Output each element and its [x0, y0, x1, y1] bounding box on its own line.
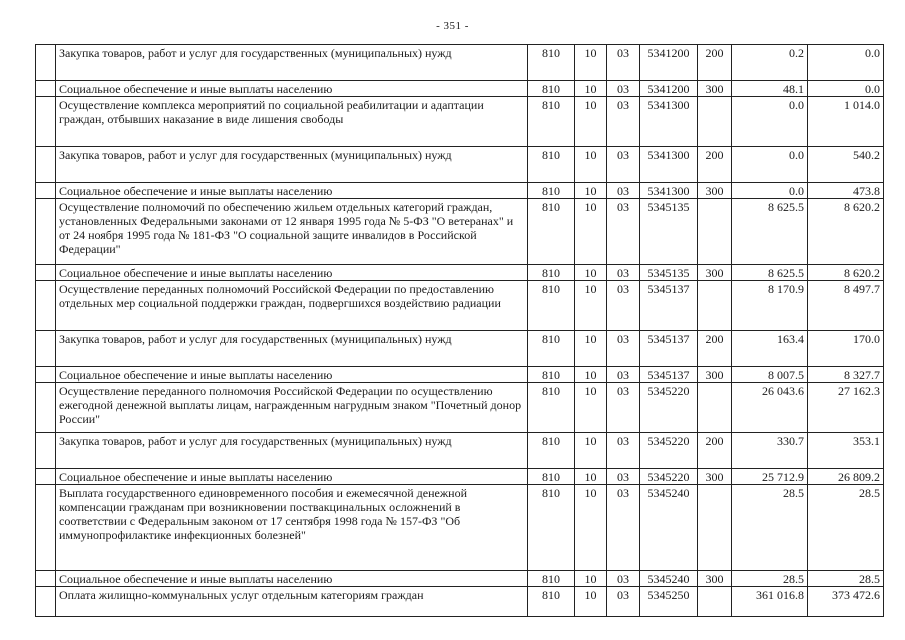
amount-year1-cell: 26 043.6 [732, 383, 808, 433]
article-code-cell: 5345220 [640, 433, 698, 469]
amount-year2-cell: 8 620.2 [808, 265, 884, 281]
article-code-cell: 5345137 [640, 281, 698, 331]
expense-kind-cell: 300 [698, 571, 732, 587]
subsection-code-cell: 03 [607, 183, 640, 199]
ministry-code-cell: 810 [528, 199, 575, 265]
amount-year2-cell: 0.0 [808, 81, 884, 97]
table-row [36, 147, 884, 183]
ministry-code-cell: 810 [528, 433, 575, 469]
table-row [36, 469, 884, 485]
expense-kind-cell: 200 [698, 147, 732, 183]
row-name-cell: Осуществление переданного полномочия Российской Федерации по осуществлению ежегодной денежной выплаты лицам, награжденным нагрудным знаком "Почетный донор России" [56, 383, 528, 433]
row-name-cell: Оплата жилищно-коммунальных услуг отдельным категориям граждан [56, 587, 528, 617]
section-code-cell: 10 [575, 281, 607, 331]
table-row [36, 485, 884, 571]
section-code-cell: 10 [575, 571, 607, 587]
amount-year2-cell: 26 809.2 [808, 469, 884, 485]
row-index-cell [36, 265, 56, 281]
expense-kind-cell: 200 [698, 433, 732, 469]
table-row [36, 281, 884, 331]
amount-year2-cell: 8 327.7 [808, 367, 884, 383]
row-index-cell [36, 183, 56, 199]
amount-year2-cell: 540.2 [808, 147, 884, 183]
subsection-code-cell: 03 [607, 281, 640, 331]
row-index-cell [36, 147, 56, 183]
subsection-code-cell: 03 [607, 147, 640, 183]
expense-kind-cell: 300 [698, 469, 732, 485]
expense-kind-cell [698, 199, 732, 265]
section-code-cell: 10 [575, 147, 607, 183]
ministry-code-cell: 810 [528, 183, 575, 199]
subsection-code-cell: 03 [607, 331, 640, 367]
ministry-code-cell: 810 [528, 45, 575, 81]
table-row [36, 383, 884, 433]
section-code-cell: 10 [575, 97, 607, 147]
row-index-cell [36, 81, 56, 97]
ministry-code-cell: 810 [528, 383, 575, 433]
table-row [36, 97, 884, 147]
subsection-code-cell: 03 [607, 367, 640, 383]
row-name-cell: Осуществление комплекса мероприятий по социальной реабилитации и адаптации граждан, отбывших наказание в виде лишения свободы [56, 97, 528, 147]
expense-kind-cell [698, 281, 732, 331]
amount-year1-cell: 0.0 [732, 97, 808, 147]
amount-year2-cell: 473.8 [808, 183, 884, 199]
table-body [36, 45, 884, 617]
expense-kind-cell [698, 587, 732, 617]
subsection-code-cell: 03 [607, 265, 640, 281]
amount-year1-cell: 28.5 [732, 571, 808, 587]
section-code-cell: 10 [575, 199, 607, 265]
section-code-cell: 10 [575, 331, 607, 367]
amount-year1-cell: 361 016.8 [732, 587, 808, 617]
budget-table [35, 44, 884, 617]
subsection-code-cell: 03 [607, 81, 640, 97]
row-index-cell [36, 367, 56, 383]
amount-year1-cell: 8 625.5 [732, 265, 808, 281]
amount-year1-cell: 25 712.9 [732, 469, 808, 485]
row-name-cell: Закупка товаров, работ и услуг для государственных (муниципальных) нужд [56, 147, 528, 183]
article-code-cell: 5345240 [640, 485, 698, 571]
section-code-cell: 10 [575, 367, 607, 383]
amount-year2-cell: 28.5 [808, 485, 884, 571]
ministry-code-cell: 810 [528, 281, 575, 331]
expense-kind-cell: 200 [698, 45, 732, 81]
article-code-cell: 5345220 [640, 383, 698, 433]
expense-kind-cell [698, 383, 732, 433]
row-name-cell: Закупка товаров, работ и услуг для государственных (муниципальных) нужд [56, 433, 528, 469]
article-code-cell: 5341200 [640, 81, 698, 97]
subsection-code-cell: 03 [607, 485, 640, 571]
section-code-cell: 10 [575, 485, 607, 571]
table-row [36, 45, 884, 81]
section-code-cell: 10 [575, 469, 607, 485]
row-index-cell [36, 485, 56, 571]
section-code-cell: 10 [575, 383, 607, 433]
section-code-cell: 10 [575, 587, 607, 617]
article-code-cell: 5345240 [640, 571, 698, 587]
row-index-cell [36, 433, 56, 469]
article-code-cell: 5341300 [640, 147, 698, 183]
row-index-cell [36, 571, 56, 587]
table-row [36, 367, 884, 383]
amount-year1-cell: 8 170.9 [732, 281, 808, 331]
subsection-code-cell: 03 [607, 587, 640, 617]
ministry-code-cell: 810 [528, 587, 575, 617]
ministry-code-cell: 810 [528, 469, 575, 485]
subsection-code-cell: 03 [607, 45, 640, 81]
amount-year2-cell: 170.0 [808, 331, 884, 367]
amount-year2-cell: 8 497.7 [808, 281, 884, 331]
row-index-cell [36, 469, 56, 485]
ministry-code-cell: 810 [528, 367, 575, 383]
subsection-code-cell: 03 [607, 571, 640, 587]
amount-year2-cell: 0.0 [808, 45, 884, 81]
ministry-code-cell: 810 [528, 485, 575, 571]
row-index-cell [36, 281, 56, 331]
article-code-cell: 5345135 [640, 265, 698, 281]
expense-kind-cell: 200 [698, 331, 732, 367]
row-name-cell: Закупка товаров, работ и услуг для государственных (муниципальных) нужд [56, 331, 528, 367]
table-row [36, 183, 884, 199]
page-number: - 351 - [436, 20, 469, 32]
row-name-cell: Осуществление полномочий по обеспечению жильем отдельных категорий граждан, установленных Федеральными законами от 12 января 1995 года № 5-ФЗ "О ветеранах" и от 24 ноября 1995 года № 181-ФЗ "О социальной защите инвалидов в Российской Федерации" [56, 199, 528, 265]
amount-year1-cell: 0.0 [732, 183, 808, 199]
amount-year2-cell: 373 472.6 [808, 587, 884, 617]
amount-year2-cell: 8 620.2 [808, 199, 884, 265]
amount-year2-cell: 27 162.3 [808, 383, 884, 433]
row-index-cell [36, 587, 56, 617]
subsection-code-cell: 03 [607, 469, 640, 485]
subsection-code-cell: 03 [607, 199, 640, 265]
expense-kind-cell: 300 [698, 81, 732, 97]
row-name-cell: Социальное обеспечение и иные выплаты населению [56, 265, 528, 281]
amount-year2-cell: 353.1 [808, 433, 884, 469]
row-name-cell: Социальное обеспечение и иные выплаты населению [56, 81, 528, 97]
table-row [36, 199, 884, 265]
amount-year1-cell: 28.5 [732, 485, 808, 571]
ministry-code-cell: 810 [528, 331, 575, 367]
section-code-cell: 10 [575, 265, 607, 281]
article-code-cell: 5341300 [640, 97, 698, 147]
article-code-cell: 5341200 [640, 45, 698, 81]
expense-kind-cell: 300 [698, 183, 732, 199]
row-name-cell: Закупка товаров, работ и услуг для государственных (муниципальных) нужд [56, 45, 528, 81]
amount-year1-cell: 0.0 [732, 147, 808, 183]
amount-year1-cell: 48.1 [732, 81, 808, 97]
amount-year2-cell: 1 014.0 [808, 97, 884, 147]
ministry-code-cell: 810 [528, 571, 575, 587]
amount-year1-cell: 330.7 [732, 433, 808, 469]
expense-kind-cell [698, 97, 732, 147]
row-name-cell: Социальное обеспечение и иные выплаты населению [56, 183, 528, 199]
row-name-cell: Социальное обеспечение и иные выплаты населению [56, 367, 528, 383]
amount-year1-cell: 8 007.5 [732, 367, 808, 383]
table-row [36, 587, 884, 617]
article-code-cell: 5345135 [640, 199, 698, 265]
row-name-cell: Осуществление переданных полномочий Российской Федерации по предоставлению отдельных мер социальной поддержки граждан, подвергшихся воздействию радиации [56, 281, 528, 331]
ministry-code-cell: 810 [528, 81, 575, 97]
amount-year2-cell: 28.5 [808, 571, 884, 587]
section-code-cell: 10 [575, 45, 607, 81]
subsection-code-cell: 03 [607, 433, 640, 469]
row-name-cell: Социальное обеспечение и иные выплаты населению [56, 469, 528, 485]
row-name-cell: Социальное обеспечение и иные выплаты населению [56, 571, 528, 587]
table-row [36, 571, 884, 587]
subsection-code-cell: 03 [607, 383, 640, 433]
section-code-cell: 10 [575, 433, 607, 469]
row-index-cell [36, 331, 56, 367]
table-row [36, 433, 884, 469]
ministry-code-cell: 810 [528, 147, 575, 183]
row-index-cell [36, 199, 56, 265]
article-code-cell: 5345137 [640, 331, 698, 367]
table-row [36, 331, 884, 367]
amount-year1-cell: 163.4 [732, 331, 808, 367]
section-code-cell: 10 [575, 81, 607, 97]
amount-year1-cell: 8 625.5 [732, 199, 808, 265]
section-code-cell: 10 [575, 183, 607, 199]
article-code-cell: 5345137 [640, 367, 698, 383]
expense-kind-cell: 300 [698, 367, 732, 383]
row-index-cell [36, 97, 56, 147]
expense-kind-cell: 300 [698, 265, 732, 281]
article-code-cell: 5341300 [640, 183, 698, 199]
ministry-code-cell: 810 [528, 97, 575, 147]
row-name-cell: Выплата государственного единовременного пособия и ежемесячной денежной компенсации гражданам при возникновении поствакцинальных осложнений в соответствии с Федеральным законом от 17 сентября 1998 года № 157-ФЗ "Об иммунопрофилактике инфекционных болезней" [56, 485, 528, 571]
amount-year1-cell: 0.2 [732, 45, 808, 81]
expense-kind-cell [698, 485, 732, 571]
subsection-code-cell: 03 [607, 97, 640, 147]
article-code-cell: 5345250 [640, 587, 698, 617]
ministry-code-cell: 810 [528, 265, 575, 281]
table-row [36, 265, 884, 281]
row-index-cell [36, 45, 56, 81]
article-code-cell: 5345220 [640, 469, 698, 485]
table-row [36, 81, 884, 97]
row-index-cell [36, 383, 56, 433]
